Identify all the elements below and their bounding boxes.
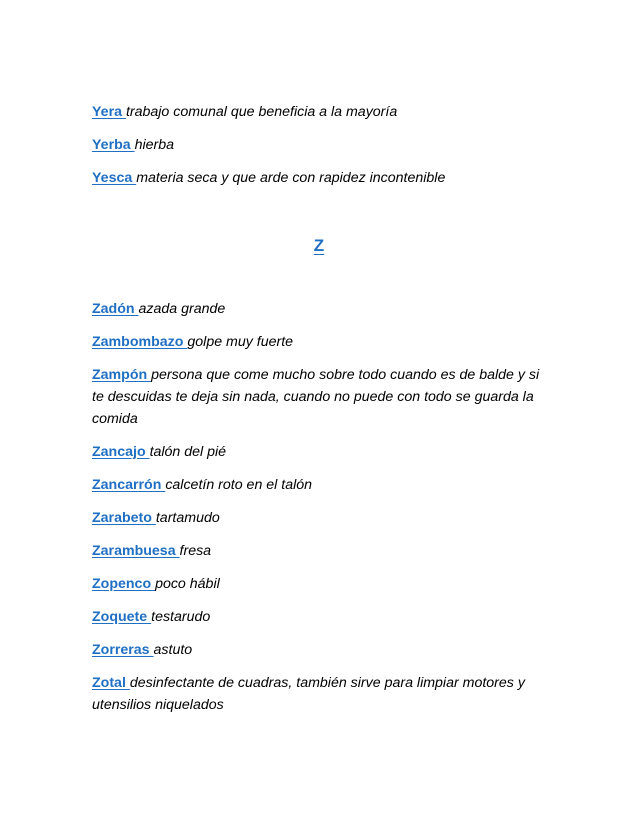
glossary-entry bbox=[92, 331, 552, 353]
term-link[interactable]: Zampón bbox=[92, 367, 152, 383]
glossary-entry bbox=[92, 540, 552, 562]
term-link[interactable]: Zarabeto bbox=[92, 510, 156, 526]
glossary-entry bbox=[92, 364, 552, 430]
section-heading-z[interactable] bbox=[0, 236, 638, 256]
glossary-entry bbox=[92, 507, 552, 529]
term-link[interactable]: Zambombazo bbox=[92, 334, 188, 350]
glossary-entry bbox=[92, 298, 552, 320]
term-link[interactable]: Zancarrón bbox=[92, 477, 166, 493]
glossary-entry bbox=[92, 573, 552, 595]
term-definition: tartamudo bbox=[155, 510, 220, 526]
term-definition: hierba bbox=[134, 137, 175, 153]
term-definition: azada grande bbox=[138, 301, 226, 317]
section-letter: Z bbox=[313, 236, 325, 255]
glossary-entry bbox=[92, 639, 552, 661]
term-definition: astuto bbox=[153, 642, 193, 658]
term-definition: talón del pié bbox=[149, 444, 227, 460]
term-link[interactable]: Zadón bbox=[92, 301, 139, 317]
term-definition: trabajo comunal que beneficia a la mayoría bbox=[125, 104, 398, 120]
term-link[interactable]: Zancajo bbox=[92, 444, 150, 460]
glossary-entry bbox=[92, 441, 552, 463]
term-link[interactable]: Zotal bbox=[92, 675, 130, 691]
term-link[interactable]: Yerba bbox=[92, 137, 135, 153]
term-link[interactable]: Zoquete bbox=[92, 609, 152, 625]
glossary-entry bbox=[92, 134, 552, 156]
glossary-entry bbox=[92, 167, 552, 189]
term-definition: calcetín roto en el talón bbox=[165, 477, 313, 493]
term-definition: materia seca y que arde con rapidez incontenible bbox=[136, 170, 446, 186]
term-link[interactable]: Yesca bbox=[92, 170, 137, 186]
term-link[interactable]: Yera bbox=[92, 104, 126, 120]
term-link[interactable]: Zarambuesa bbox=[92, 543, 180, 559]
term-definition: persona que come mucho sobre todo cuando es de balde y si te descuidas te deja sin nada, cuando no puede con todo se guarda la comida bbox=[92, 367, 540, 427]
glossary-entry bbox=[92, 606, 552, 628]
term-definition: fresa bbox=[179, 543, 212, 559]
glossary-section-z bbox=[92, 298, 552, 727]
glossary-entry bbox=[92, 101, 552, 123]
glossary-entry bbox=[92, 672, 552, 716]
term-link[interactable]: Zopenco bbox=[92, 576, 156, 592]
term-definition: desinfectante de cuadras, también sirve para limpiar motores y utensilios niquelados bbox=[92, 675, 525, 713]
term-link[interactable]: Zorreras bbox=[92, 642, 154, 658]
term-definition: poco hábil bbox=[155, 576, 220, 592]
glossary-section-y bbox=[92, 101, 552, 200]
glossary-entry bbox=[92, 474, 552, 496]
term-definition: testarudo bbox=[151, 609, 211, 625]
term-definition: golpe muy fuerte bbox=[187, 334, 294, 350]
